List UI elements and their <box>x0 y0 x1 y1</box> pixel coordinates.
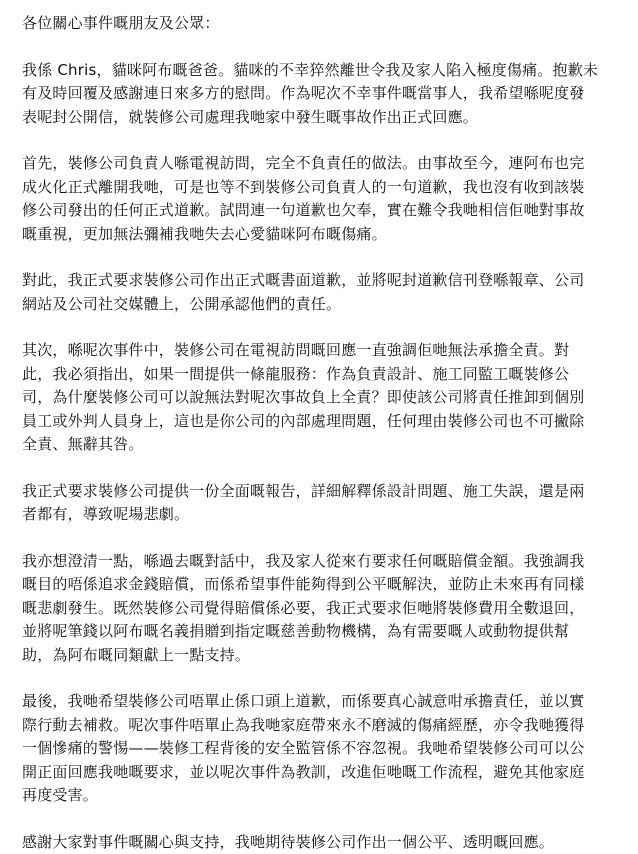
paragraph-compensation: 我亦想澄清一點，喺過去嘅對話中，我及家人從來冇要求任何嘅賠償金額。我強調我 嘅目的唔係追求金錢賠償，而係希望事件能夠得到公平嘅解決，並防止未來再有同樣 嘅悲劇發生。既然裝修公司覺得賠償係必要，我正式要求佢哋將裝修費用全數退回， 並將呢筆錢以阿布嘅名義捐贈到指定嘅慈善動物機構，為有需要嘅人或動物提供幫 助，為阿布嘅同類獻上一點支持。 <box>22 550 622 668</box>
paragraph-no-apology: 首先，裝修公司負責人喺電視訪問，完全不負責任的做法。由事故至今，連阿布也完 成火化正式離開我哋，可是也等不到裝修公司負責人的一句道歉，我也沒有收到該裝 修公司發出的任何正式道歉。試問連一句道歉也欠奉，實在難令我哋相信佢哋對事故 嘅重視，更加無法彌補我哋失去心愛貓咪阿布嘅傷痛。 <box>22 152 622 246</box>
paragraph-apology-demand: 對此，我正式要求裝修公司作出正式嘅書面道歉，並將呢封道歉信刊登喺報章、公司 網站及公司社交媒體上，公開承認他們的責任。 <box>22 269 622 316</box>
paragraph-thanks: 感謝大家對事件嘅關心與支持，我哋期待裝修公司作出一個公平、透明嘅回應。 <box>22 831 622 854</box>
paragraph-introduction: 我係 Chris，貓咪阿布嘅爸爸。貓咪的不幸猝然離世令我及家人陷入極度傷痛。抱歉未 有及時回覆及感謝連日來多方的慰問。作為呢次不幸事件嘅當事人，我希望喺呢度發 表呢封公開信，就裝修公司處理我哋家中發生嘅事故作出正式回應。 <box>22 59 622 130</box>
letter-greeting: 各位關心事件嘅朋友及公眾： <box>22 12 622 36</box>
paragraph-conclusion: 最後，我哋希望裝修公司唔單止係口頭上道歉，而係要真心誠意咁承擔責任，並以實 際行動去補救。呢次事件唔單止為我哋家庭帶來永不磨滅的傷痛經歷，亦令我哋獲得 一個慘痛的警惕——裝修工程背後的安全監管係不容忽視。我哋希望裝修公司可以公 開正面回應我哋嘅要求，並以呢次事件為教訓，改進佢哋嘅工作流程，避免其他家庭 再度受害。 <box>22 690 622 808</box>
paragraph-full-responsibility: 其次，喺呢次事件中，裝修公司在電視訪問嘅回應一直強調佢哋無法承擔全責。對 此，我必須指出，如果一間提供一條龍服務：作為負責設計、施工同監工嘅裝修公 司，為什麼裝修公司可以說無法對呢次事故負上全責？即使該公司將責任推卸到個別 員工或外判人員身上，這也是你公司的內部處理問題，任何理由裝修公司也不可撇除 全責、無辭其咎。 <box>22 339 622 457</box>
open-letter <box>22 12 622 854</box>
paragraph-report-demand: 我正式要求裝修公司提供一份全面嘅報告，詳細解釋係設計問題、施工失誤，還是兩 者都有，導致呢場悲劇。 <box>22 480 622 527</box>
